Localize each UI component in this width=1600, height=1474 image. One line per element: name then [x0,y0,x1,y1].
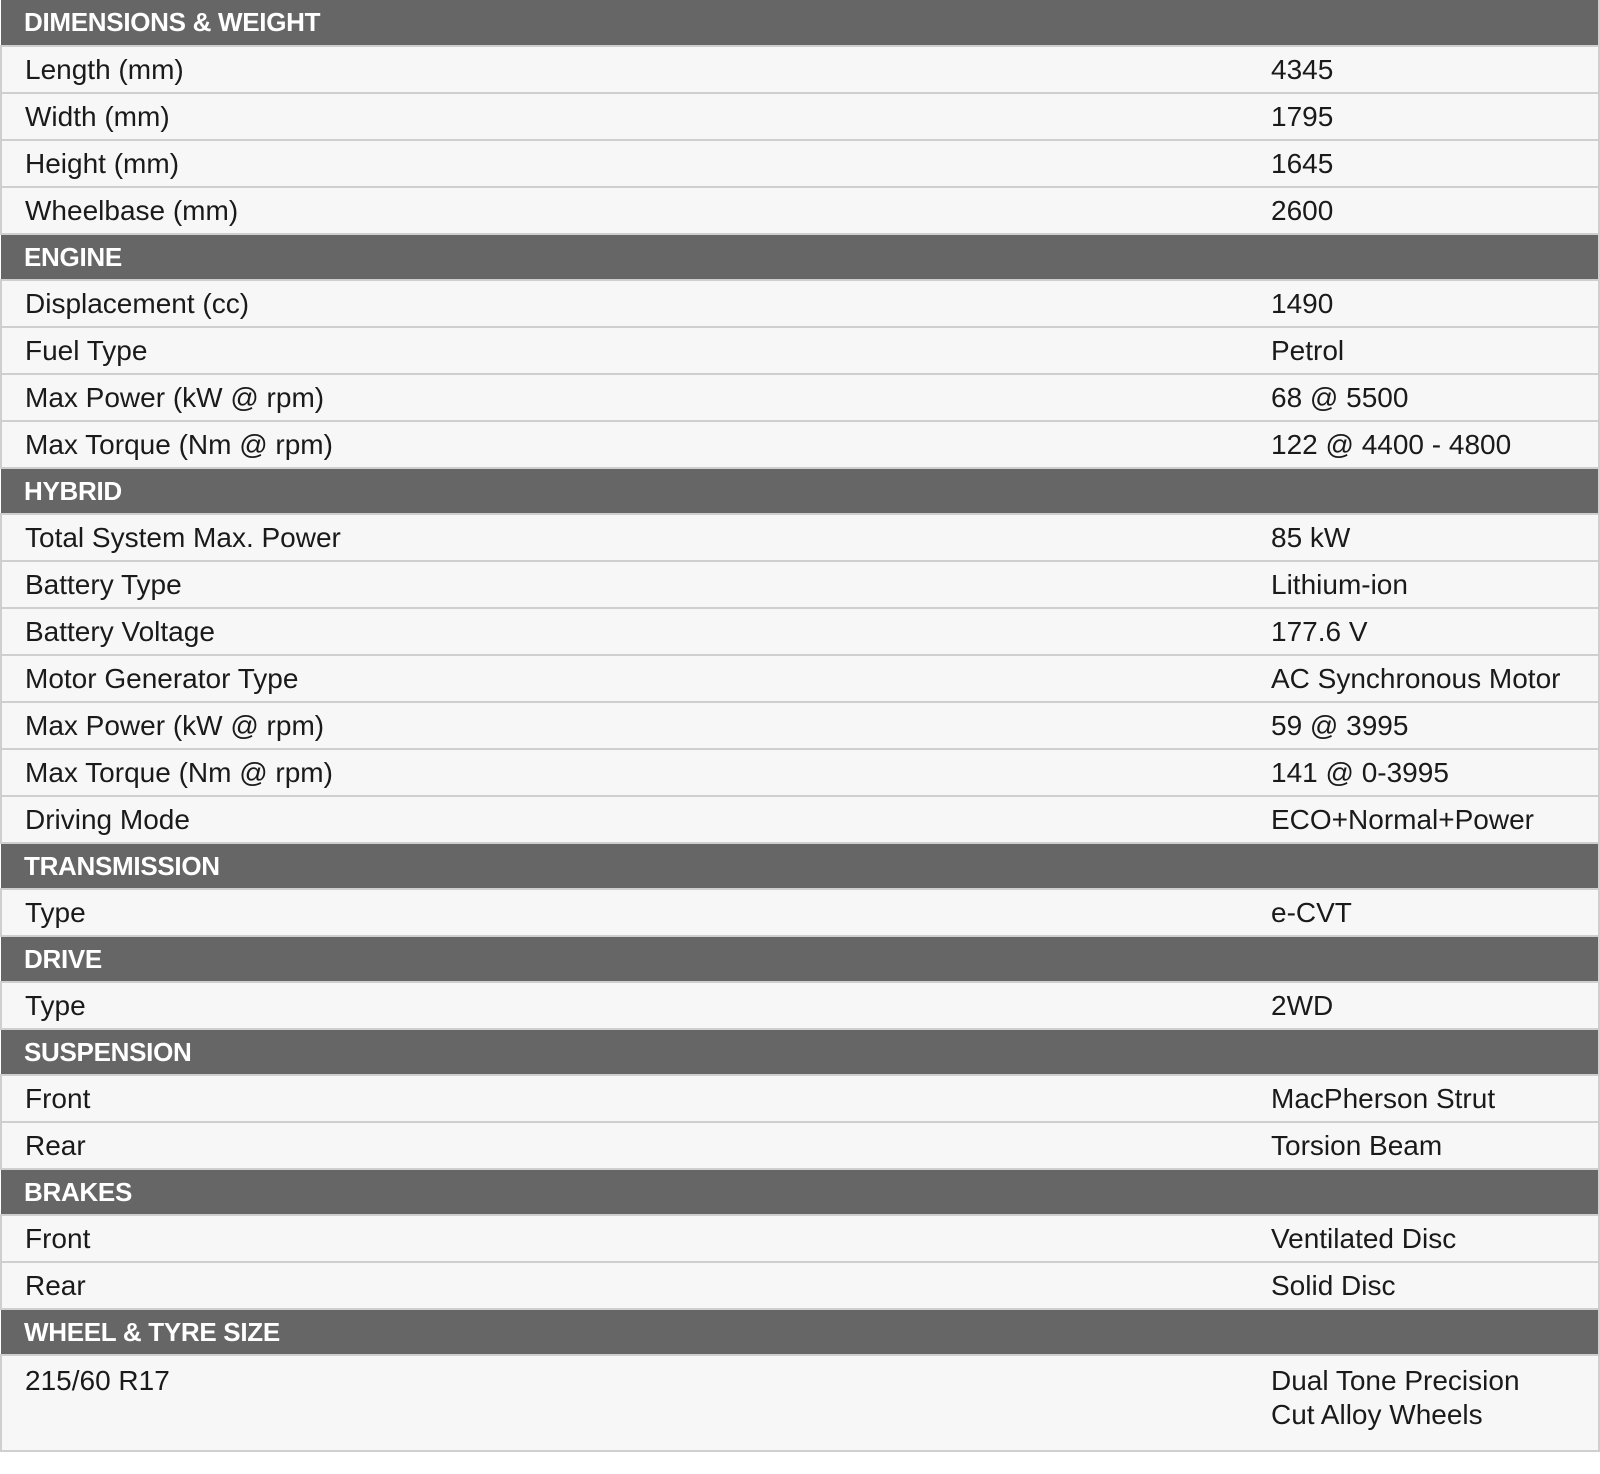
specifications-body [1,0,1599,1451]
spec-label: Height (mm) [1,140,1271,187]
spec-value: Lithium-ion [1271,561,1599,608]
spec-row [1,46,1599,93]
section-header-row [1,936,1599,982]
spec-label: Width (mm) [1,93,1271,140]
section-header-row [1,0,1599,46]
spec-label: Motor Generator Type [1,655,1271,702]
section-header-row [1,1169,1599,1215]
section-title: SUSPENSION [1,1029,1599,1075]
spec-value: 1645 [1271,140,1599,187]
spec-value: Petrol [1271,327,1599,374]
spec-row [1,374,1599,421]
spec-row [1,187,1599,234]
spec-value: 68 @ 5500 [1271,374,1599,421]
spec-value: Torsion Beam [1271,1122,1599,1169]
spec-row [1,421,1599,468]
spec-label: Rear [1,1262,1271,1309]
section-title: TRANSMISSION [1,843,1599,889]
section-title: ENGINE [1,234,1599,280]
spec-value: MacPherson Strut [1271,1075,1599,1122]
section-header-row [1,1309,1599,1355]
spec-row [1,1262,1599,1309]
spec-row [1,889,1599,936]
section-header-row [1,468,1599,514]
spec-value: 2WD [1271,982,1599,1029]
section-title: HYBRID [1,468,1599,514]
section-header-row [1,1029,1599,1075]
spec-label: Front [1,1215,1271,1262]
spec-row [1,749,1599,796]
spec-row [1,1122,1599,1169]
spec-label: Displacement (cc) [1,280,1271,327]
spec-value: 1490 [1271,280,1599,327]
spec-value: 1795 [1271,93,1599,140]
spec-label: Max Power (kW @ rpm) [1,374,1271,421]
section-title: BRAKES [1,1169,1599,1215]
spec-value: 122 @ 4400 - 4800 [1271,421,1599,468]
spec-value: ECO+Normal+Power [1271,796,1599,843]
spec-label: Battery Voltage [1,608,1271,655]
spec-label: Type [1,889,1271,936]
spec-value: AC Synchronous Motor [1271,655,1599,702]
section-header-row [1,843,1599,889]
spec-row [1,514,1599,561]
spec-row [1,140,1599,187]
spec-label: Max Torque (Nm @ rpm) [1,749,1271,796]
spec-value: Ventilated Disc [1271,1215,1599,1262]
spec-row [1,561,1599,608]
spec-row [1,702,1599,749]
spec-label: Total System Max. Power [1,514,1271,561]
spec-row [1,796,1599,843]
spec-row [1,655,1599,702]
spec-label: Battery Type [1,561,1271,608]
spec-value: 59 @ 3995 [1271,702,1599,749]
spec-row [1,93,1599,140]
spec-value: e-CVT [1271,889,1599,936]
spec-label: Driving Mode [1,796,1271,843]
spec-value: 4345 [1271,46,1599,93]
spec-value: 85 kW [1271,514,1599,561]
spec-row [1,982,1599,1029]
spec-row [1,1075,1599,1122]
section-title: WHEEL & TYRE SIZE [1,1309,1599,1355]
spec-label: Rear [1,1122,1271,1169]
spec-label: Max Torque (Nm @ rpm) [1,421,1271,468]
spec-value-line: Dual Tone Precision [1271,1365,1520,1396]
section-title: DRIVE [1,936,1599,982]
spec-value: 141 @ 0-3995 [1271,749,1599,796]
spec-value: Solid Disc [1271,1262,1599,1309]
spec-row [1,1355,1599,1451]
spec-row [1,280,1599,327]
spec-value-line: Cut Alloy Wheels [1271,1399,1483,1430]
spec-row [1,327,1599,374]
spec-label: Type [1,982,1271,1029]
spec-row [1,608,1599,655]
section-title: DIMENSIONS & WEIGHT [1,0,1599,46]
spec-label: Wheelbase (mm) [1,187,1271,234]
spec-label: 215/60 R17 [1,1355,1271,1451]
spec-row [1,1215,1599,1262]
spec-label: Max Power (kW @ rpm) [1,702,1271,749]
spec-label: Fuel Type [1,327,1271,374]
spec-label: Length (mm) [1,46,1271,93]
section-header-row [1,234,1599,280]
spec-label: Front [1,1075,1271,1122]
spec-value: 2600 [1271,187,1599,234]
spec-value: 177.6 V [1271,608,1599,655]
spec-value [1271,1355,1599,1451]
